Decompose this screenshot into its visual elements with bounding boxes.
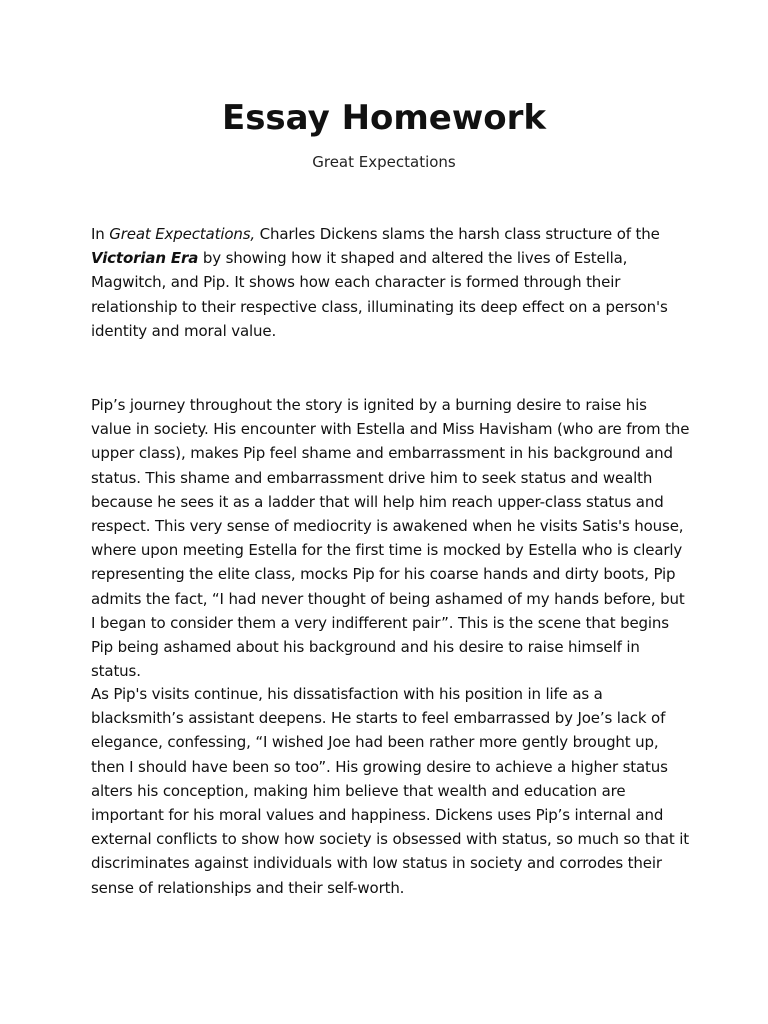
- paragraph-pip-journey: Pip’s journey throughout the story is ignited by a burning desire to raise his value in society. His encounter with Estella and Miss Havisham (who are from the upper class), makes Pip feel shame and embarrassment in his background and status. This shame and embarrassment drive him to seek status and wealth because he sees it as a ladder that will help him reach upper-class status and respect. This very sense of mediocrity is awakened when he visits Satis's house, where upon meeting Estella for the first time is mocked by Estella who is clearly representing the elite class, mocks Pip for his coarse hands and dirty boots, Pip admits the fact, “I had never thought of being ashamed of my hands before, but I began to consider them a very indifferent pair”. This is the scene that begins Pip being ashamed about his background and his desire to raise himself in status.: [91, 396, 690, 681]
- paragraph-intro-part2: Charles Dickens slams the harsh class structure of the: [255, 225, 660, 243]
- paragraph-intro-part1: In: [91, 225, 110, 243]
- page-title: Essay Homework: [221, 98, 547, 138]
- paragraph-pip-visits: As Pip's visits continue, his dissatisfaction with his position in life as a blacksmith’s assistant deepens. He starts to feel embarrassed by Joe’s lack of elegance, confessing, “I wished Joe had been rather more gently brought up, then I should have been so too”. His growing desire to achieve a higher status alters his conception, making him believe that wealth and education are important for his moral values and happiness. Dickens uses Pip’s internal and external conflicts to show how society is obsessed with status, so much so that it discriminates against individuals with low status in society and corrodes their sense of relationships and their self-worth.: [91, 685, 689, 897]
- book-title: Great Expectations,: [109, 225, 256, 243]
- victorian-era-text: Victorian Era: [91, 249, 199, 268]
- page-subtitle: Great Expectations: [312, 153, 456, 171]
- paragraph-intro: [91, 222, 691, 343]
- paragraph-intro-part3: by showing how it shaped and altered the lives of Estella, Magwitch, and Pip. It shows how each character is formed through their relationship to their respective class, illuminating its deep effect on a person's identity and moral value.: [91, 249, 668, 340]
